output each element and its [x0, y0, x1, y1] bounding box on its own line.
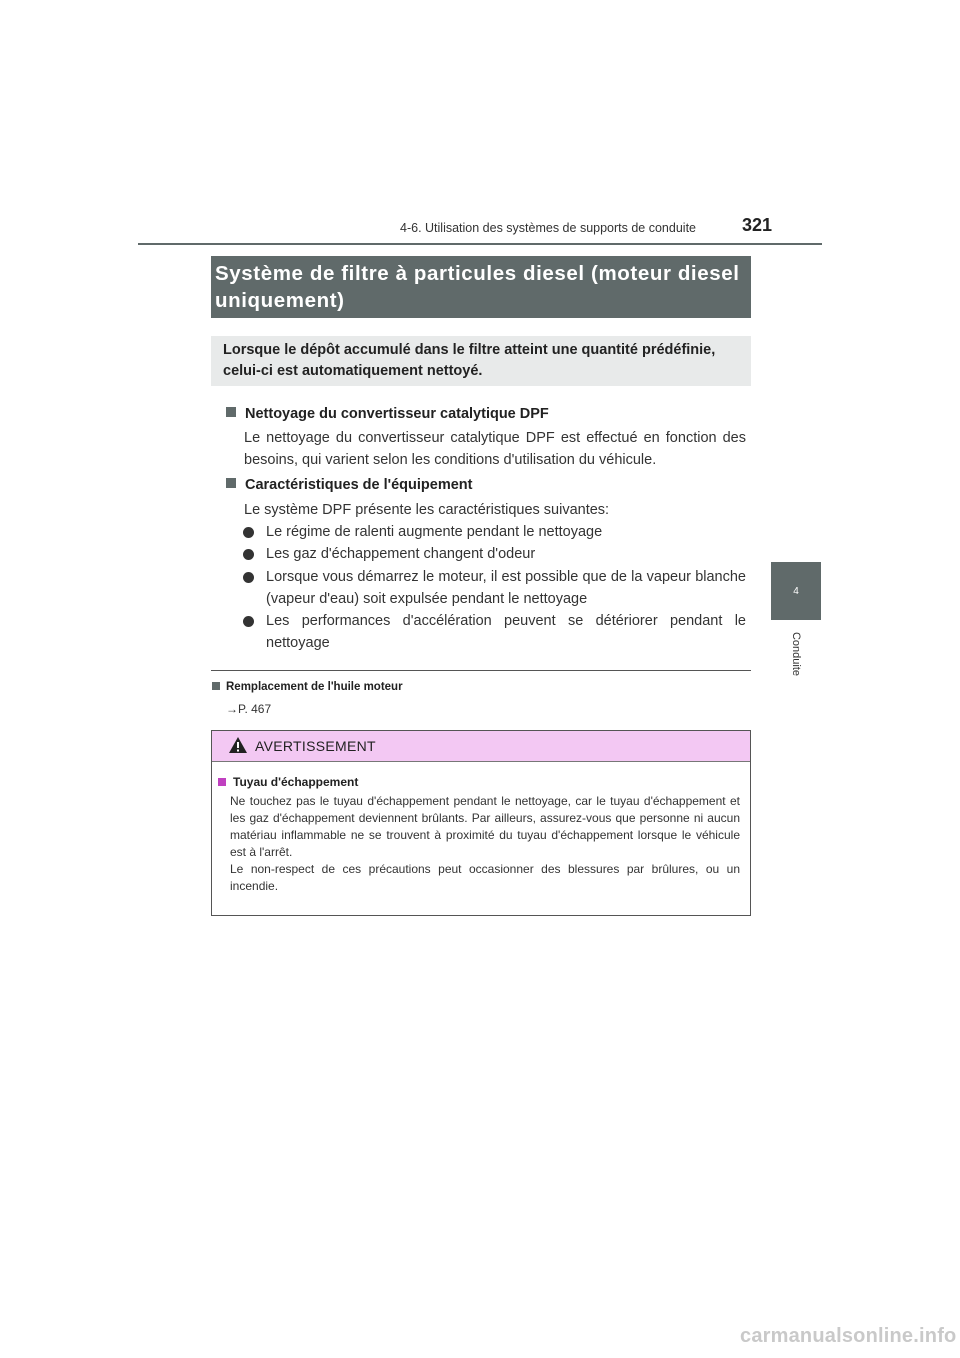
page-number: 321 — [742, 215, 773, 235]
watermark-logo: carmanualsonline.info — [740, 1325, 957, 1347]
section-title-box — [211, 256, 751, 318]
bullet-dot-icon — [243, 549, 254, 560]
square-bullet-icon — [218, 778, 226, 786]
section-title: Système de filtre à particules diesel (moteur diesel uniquement) — [215, 262, 740, 312]
list-item: Le régime de ralenti augmente pendant le nettoyage — [266, 521, 746, 543]
chapter-number: 4 — [793, 585, 799, 597]
square-bullet-icon — [226, 407, 236, 417]
section-divider — [211, 670, 751, 671]
list-item: Les performances d'accélération peuvent se détériorer pendant le nettoyage — [266, 610, 746, 654]
header-section-title: 4-6. Utilisation des systèmes de supports de conduite — [400, 221, 696, 235]
intro-text: Lorsque le dépôt accumulé dans le filtre atteint une quantité prédéfinie, celui-ci est automatiquement nettoyé. — [223, 342, 716, 379]
intro-box — [211, 336, 751, 386]
warning-header — [212, 731, 750, 762]
bullet-dot-icon — [243, 616, 254, 627]
bullet-dot-icon — [243, 527, 254, 538]
chapter-label: Conduite — [790, 631, 802, 677]
warning-title: AVERTISSEMENT — [255, 738, 376, 754]
note-heading: Remplacement de l'huile moteur — [212, 681, 403, 693]
warning-text: Ne touchez pas le tuyau d'échappement pendant le nettoyage, car le tuyau d'échappement et les gaz d'échappement deviennent brûlants. Par ailleurs, assurez-vous que personne ni aucun matériau inflammable ne se trouvent à proximité du tuyau d'échappement lorsque le véhicule est à l'arrêt. Le non-respect de ces précautions peut occasionner des blessures par brûlures, ou un incendie. — [230, 794, 740, 893]
header-divider — [138, 243, 822, 245]
bullet-dot-icon — [243, 572, 254, 583]
warning-box — [211, 730, 751, 916]
section-heading-cleaning: Nettoyage du convertisseur catalytique DPF — [226, 404, 549, 424]
square-bullet-icon — [226, 478, 236, 488]
section-text-cleaning: Le nettoyage du convertisseur catalytique DPF est effectué en fonction des besoins, qui varient selon les conditions d'utilisation du véhicule. — [244, 430, 746, 468]
square-bullet-icon — [212, 682, 220, 690]
page-reference-link[interactable]: →P. 467 — [226, 702, 272, 716]
warning-triangle-icon — [228, 736, 248, 754]
section-text-features: Le système DPF présente les caractéristiques suivantes: — [244, 502, 610, 518]
warning-subheading: Tuyau d'échappement — [218, 775, 358, 789]
chapter-tab[interactable] — [771, 562, 821, 620]
section-heading-features: Caractéristiques de l'équipement — [226, 475, 472, 495]
list-item: Lorsque vous démarrez le moteur, il est possible que de la vapeur blanche (vapeur d'eau) soit expulsée pendant le nettoyage — [266, 566, 746, 610]
list-item: Les gaz d'échappement changent d'odeur — [266, 543, 746, 565]
